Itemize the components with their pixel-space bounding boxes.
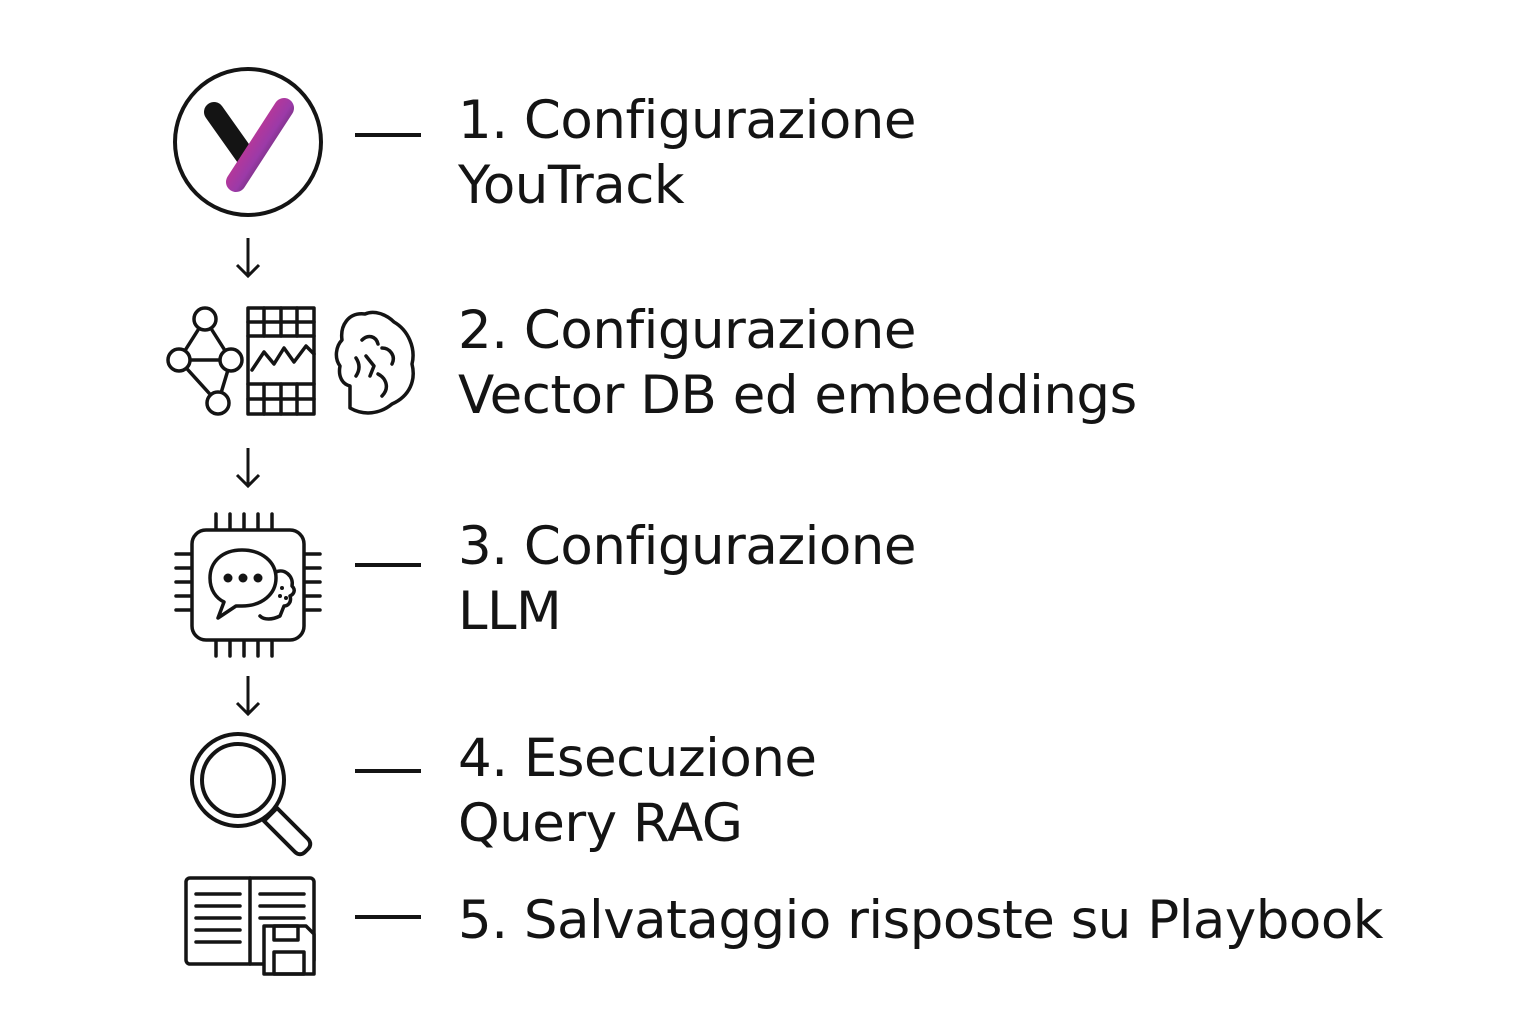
step-3-label xyxy=(458,514,916,644)
youtrack-logo-icon xyxy=(170,64,326,220)
step-3-title: 3. Configurazione xyxy=(458,516,916,577)
connector-dash xyxy=(355,133,421,137)
step-4-label xyxy=(458,726,817,856)
step-2-label xyxy=(458,298,1137,428)
step-4-title: 4. Esecuzione xyxy=(458,728,817,789)
down-arrow-icon xyxy=(234,674,262,718)
down-arrow-icon xyxy=(234,236,262,280)
connector-dash xyxy=(355,769,421,773)
step-1-label xyxy=(458,88,916,218)
step-4-subtitle: Query RAG xyxy=(458,793,743,854)
down-arrow-icon xyxy=(234,446,262,490)
magnifier-icon xyxy=(186,728,316,858)
playbook-save-icon xyxy=(182,874,322,978)
step-2-subtitle: Vector DB ed embeddings xyxy=(458,365,1137,426)
step-5-title: 5. Salvataggio risposte su Playbook xyxy=(458,890,1383,951)
step-5-label xyxy=(458,888,1383,953)
step-3-subtitle: LLM xyxy=(458,581,562,642)
connector-dash xyxy=(355,563,421,567)
step-2-title: 2. Configurazione xyxy=(458,300,916,361)
connector-dash xyxy=(355,915,421,919)
step-1-title: 1. Configurazione xyxy=(458,90,916,151)
vector-db-embeddings-icon xyxy=(160,300,420,422)
llm-chip-icon xyxy=(172,510,324,660)
step-1-subtitle: YouTrack xyxy=(458,155,685,216)
